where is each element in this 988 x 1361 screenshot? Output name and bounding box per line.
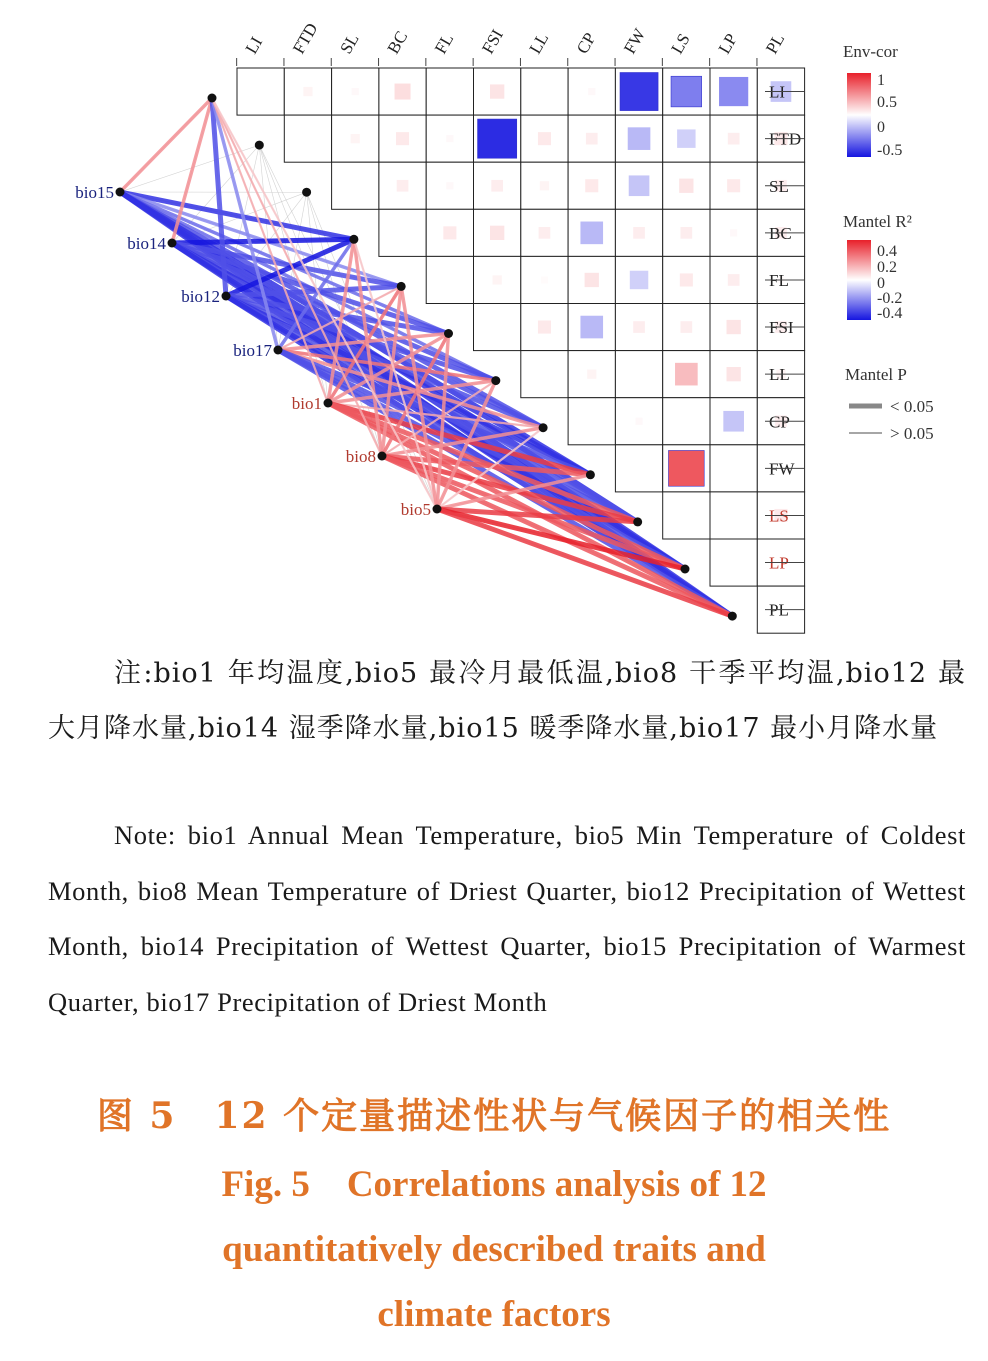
env-factor-label: bio12: [181, 287, 220, 306]
env-cor-square: [580, 316, 603, 339]
trait-label-top: FSI: [478, 26, 507, 57]
grid-cell: [521, 351, 568, 398]
env-cor-square: [726, 367, 740, 381]
grid-cell: [237, 68, 284, 115]
legend-mantel-r2-tick: 0.2: [877, 259, 897, 276]
legend-mantel-r2-tick: 0: [877, 275, 885, 292]
trait-node: [491, 376, 500, 385]
env-cor-square: [395, 84, 411, 100]
env-cor-square: [446, 135, 453, 142]
env-cor-square: [490, 84, 504, 98]
env-factor-label: bio8: [345, 447, 376, 466]
trait-label-top: FTD: [288, 19, 322, 58]
env-cor-square: [628, 127, 651, 150]
legend-mantel-r2-title: Mantel R²: [843, 212, 912, 231]
legend-mantel-r2-colorbar: [847, 240, 871, 320]
env-cor-square: [396, 132, 409, 145]
env-cor-square: [446, 88, 453, 95]
trait-node: [397, 282, 406, 291]
env-cor-square: [493, 275, 502, 284]
env-cor-square: [588, 88, 595, 95]
grid-cell: [332, 162, 379, 209]
env-node: [222, 292, 231, 301]
env-cor-square: [680, 273, 693, 286]
trait-node: [539, 423, 548, 432]
env-cor-square: [586, 133, 598, 145]
note-chinese: 注:bio1 年均温度,bio5 最冷月最低温,bio8 干季平均温,bio12 最大月降水量,bio14 湿季降水量,bio15 暖季降水量,bio17 最小月降水量: [48, 658, 966, 744]
figure-caption-english-line: climate factors: [377, 1294, 611, 1335]
env-cor-square: [671, 76, 702, 107]
env-cor-square: [351, 134, 360, 143]
env-node: [116, 188, 125, 197]
env-cor-square: [539, 227, 551, 239]
trait-label-right: CP: [769, 412, 790, 432]
env-cor-square: [633, 321, 645, 333]
trait-node: [633, 517, 642, 526]
env-node: [378, 452, 387, 461]
trait-label-right: BC: [769, 223, 792, 243]
env-cor-square: [730, 512, 737, 519]
env-cor-square: [490, 226, 504, 240]
grid-cell: [568, 398, 615, 445]
note-english: Note: bio1 Annual Mean Temperature, bio5 Min Temperature of Coldest Month, bio8 Mean Temperature of Driest Quarter, bio12 Precipitation of Wettest Month, bio14 Precipitation of Wettest Quarter, bio15 Precipitation of Warmest Quarter, bio17 Precipitation of Driest Month: [48, 820, 966, 1017]
env-cor-square: [730, 229, 737, 236]
legend: [843, 42, 934, 443]
env-cor-square: [677, 129, 695, 147]
trait-label-top: FL: [430, 30, 458, 57]
env-cor-square: [538, 132, 551, 145]
env-cor-square: [629, 175, 650, 196]
env-node: [274, 346, 283, 355]
legend-envcor-tick: 0.5: [877, 94, 897, 111]
env-factor-label: bio5: [400, 500, 431, 519]
legend-mantel-p-item: < 0.05: [890, 397, 934, 416]
env-cor-square: [446, 182, 453, 189]
legend-envcor-tick: -0.5: [877, 142, 903, 159]
trait-label-top: CP: [572, 29, 600, 57]
legend-envcor-tick: 0: [877, 119, 885, 136]
trait-label-right: LP: [769, 553, 789, 573]
env-cor-square: [538, 321, 551, 334]
grid-cell: [284, 115, 331, 162]
env-cor-square: [681, 321, 693, 333]
env-cor-square: [723, 411, 744, 432]
env-node: [168, 239, 177, 248]
trait-label-right: PL: [769, 600, 789, 620]
env-cor-square: [730, 465, 737, 472]
figure-caption-chinese: 图 5 12 个定量描述性状与气候因子的相关性: [96, 1095, 892, 1137]
env-cor-square: [728, 133, 740, 145]
trait-label-right: LL: [769, 365, 790, 385]
env-cor-square: [630, 271, 648, 289]
trait-label-right: LI: [769, 82, 786, 102]
env-factor-label: bio14: [127, 234, 166, 253]
env-cor-square: [585, 179, 598, 192]
trait-node: [349, 235, 358, 244]
trait-label-top: SL: [336, 30, 363, 57]
env-factor-label: bio1: [291, 394, 322, 413]
env-factor-label: bio15: [75, 183, 114, 202]
trait-label-top: LS: [667, 30, 694, 57]
env-cor-square: [580, 222, 603, 245]
legend-mantel-r2-tick: -0.2: [877, 290, 903, 307]
trait-node: [586, 470, 595, 479]
env-cor-square: [303, 87, 312, 96]
legend-envcor-colorbar: [847, 73, 871, 157]
trait-label-right: SL: [769, 176, 789, 196]
env-cor-square: [397, 180, 409, 192]
trait-label-right: FL: [769, 270, 789, 290]
trait-label-top: LI: [241, 33, 267, 57]
grid-cell: [615, 445, 662, 492]
env-cor-square: [352, 88, 359, 95]
legend-mantel-r2-tick: 0.4: [877, 243, 897, 260]
env-cor-square: [679, 179, 693, 193]
env-cor-square: [636, 371, 643, 378]
env-factor-label: bio17: [233, 341, 272, 360]
env-cor-square: [587, 370, 596, 379]
env-cor-square: [675, 363, 698, 386]
legend-envcor-tick: 1: [877, 72, 885, 89]
grid-cell: [663, 492, 710, 539]
legend-mantel-r2-tick: -0.4: [877, 305, 903, 322]
grid-cell: [426, 256, 473, 303]
legend-mantel-p-item: > 0.05: [890, 424, 934, 443]
figure-caption-english: [0, 1152, 988, 1347]
env-cor-square: [719, 77, 748, 106]
trait-node: [302, 188, 311, 197]
env-cor-square: [727, 179, 740, 192]
trait-node: [728, 612, 737, 621]
env-cor-square: [478, 119, 517, 158]
trait-label-right: FW: [769, 459, 795, 479]
correlation-chart: [0, 0, 988, 640]
grid-cell: [379, 209, 426, 256]
env-cor-square: [683, 418, 690, 425]
trait-label-top: PL: [761, 30, 789, 57]
figure-caption-english-line: Fig. 5 Correlations analysis of 12: [221, 1164, 767, 1205]
env-cor-square: [620, 73, 658, 111]
env-cor-square: [541, 88, 548, 95]
grid-cell: [474, 304, 521, 351]
env-cor-square: [443, 226, 456, 239]
trait-label-right: LS: [769, 506, 789, 526]
figure-caption-english-line: quantitatively described traits and: [222, 1229, 766, 1270]
env-node: [324, 399, 333, 408]
env-cor-square: [681, 227, 693, 239]
trait-label-top: LP: [714, 30, 742, 57]
env-cor-square: [728, 274, 740, 286]
trait-node: [444, 329, 453, 338]
env-cor-square: [541, 276, 548, 283]
env-cor-square: [540, 181, 549, 190]
env-node: [433, 505, 442, 514]
env-cor-square: [633, 227, 645, 239]
grid-cell: [710, 539, 757, 586]
env-cor-square: [635, 418, 642, 425]
trait-node: [255, 141, 264, 150]
env-cor-square: [726, 320, 740, 334]
trait-label-right: FTD: [769, 129, 802, 149]
trait-label-right: FSI: [769, 318, 794, 338]
trait-label-top: LL: [525, 29, 553, 57]
legend-envcor-title: Env-cor: [843, 42, 898, 61]
env-cor-square: [585, 273, 599, 287]
trait-node: [208, 94, 217, 103]
trait-label-top: BC: [383, 27, 412, 57]
env-cor-square: [668, 450, 704, 486]
trait-node: [681, 565, 690, 574]
trait-label-top: FW: [620, 25, 650, 57]
env-cor-square: [491, 180, 503, 192]
legend-mantel-p-title: Mantel P: [845, 365, 907, 384]
